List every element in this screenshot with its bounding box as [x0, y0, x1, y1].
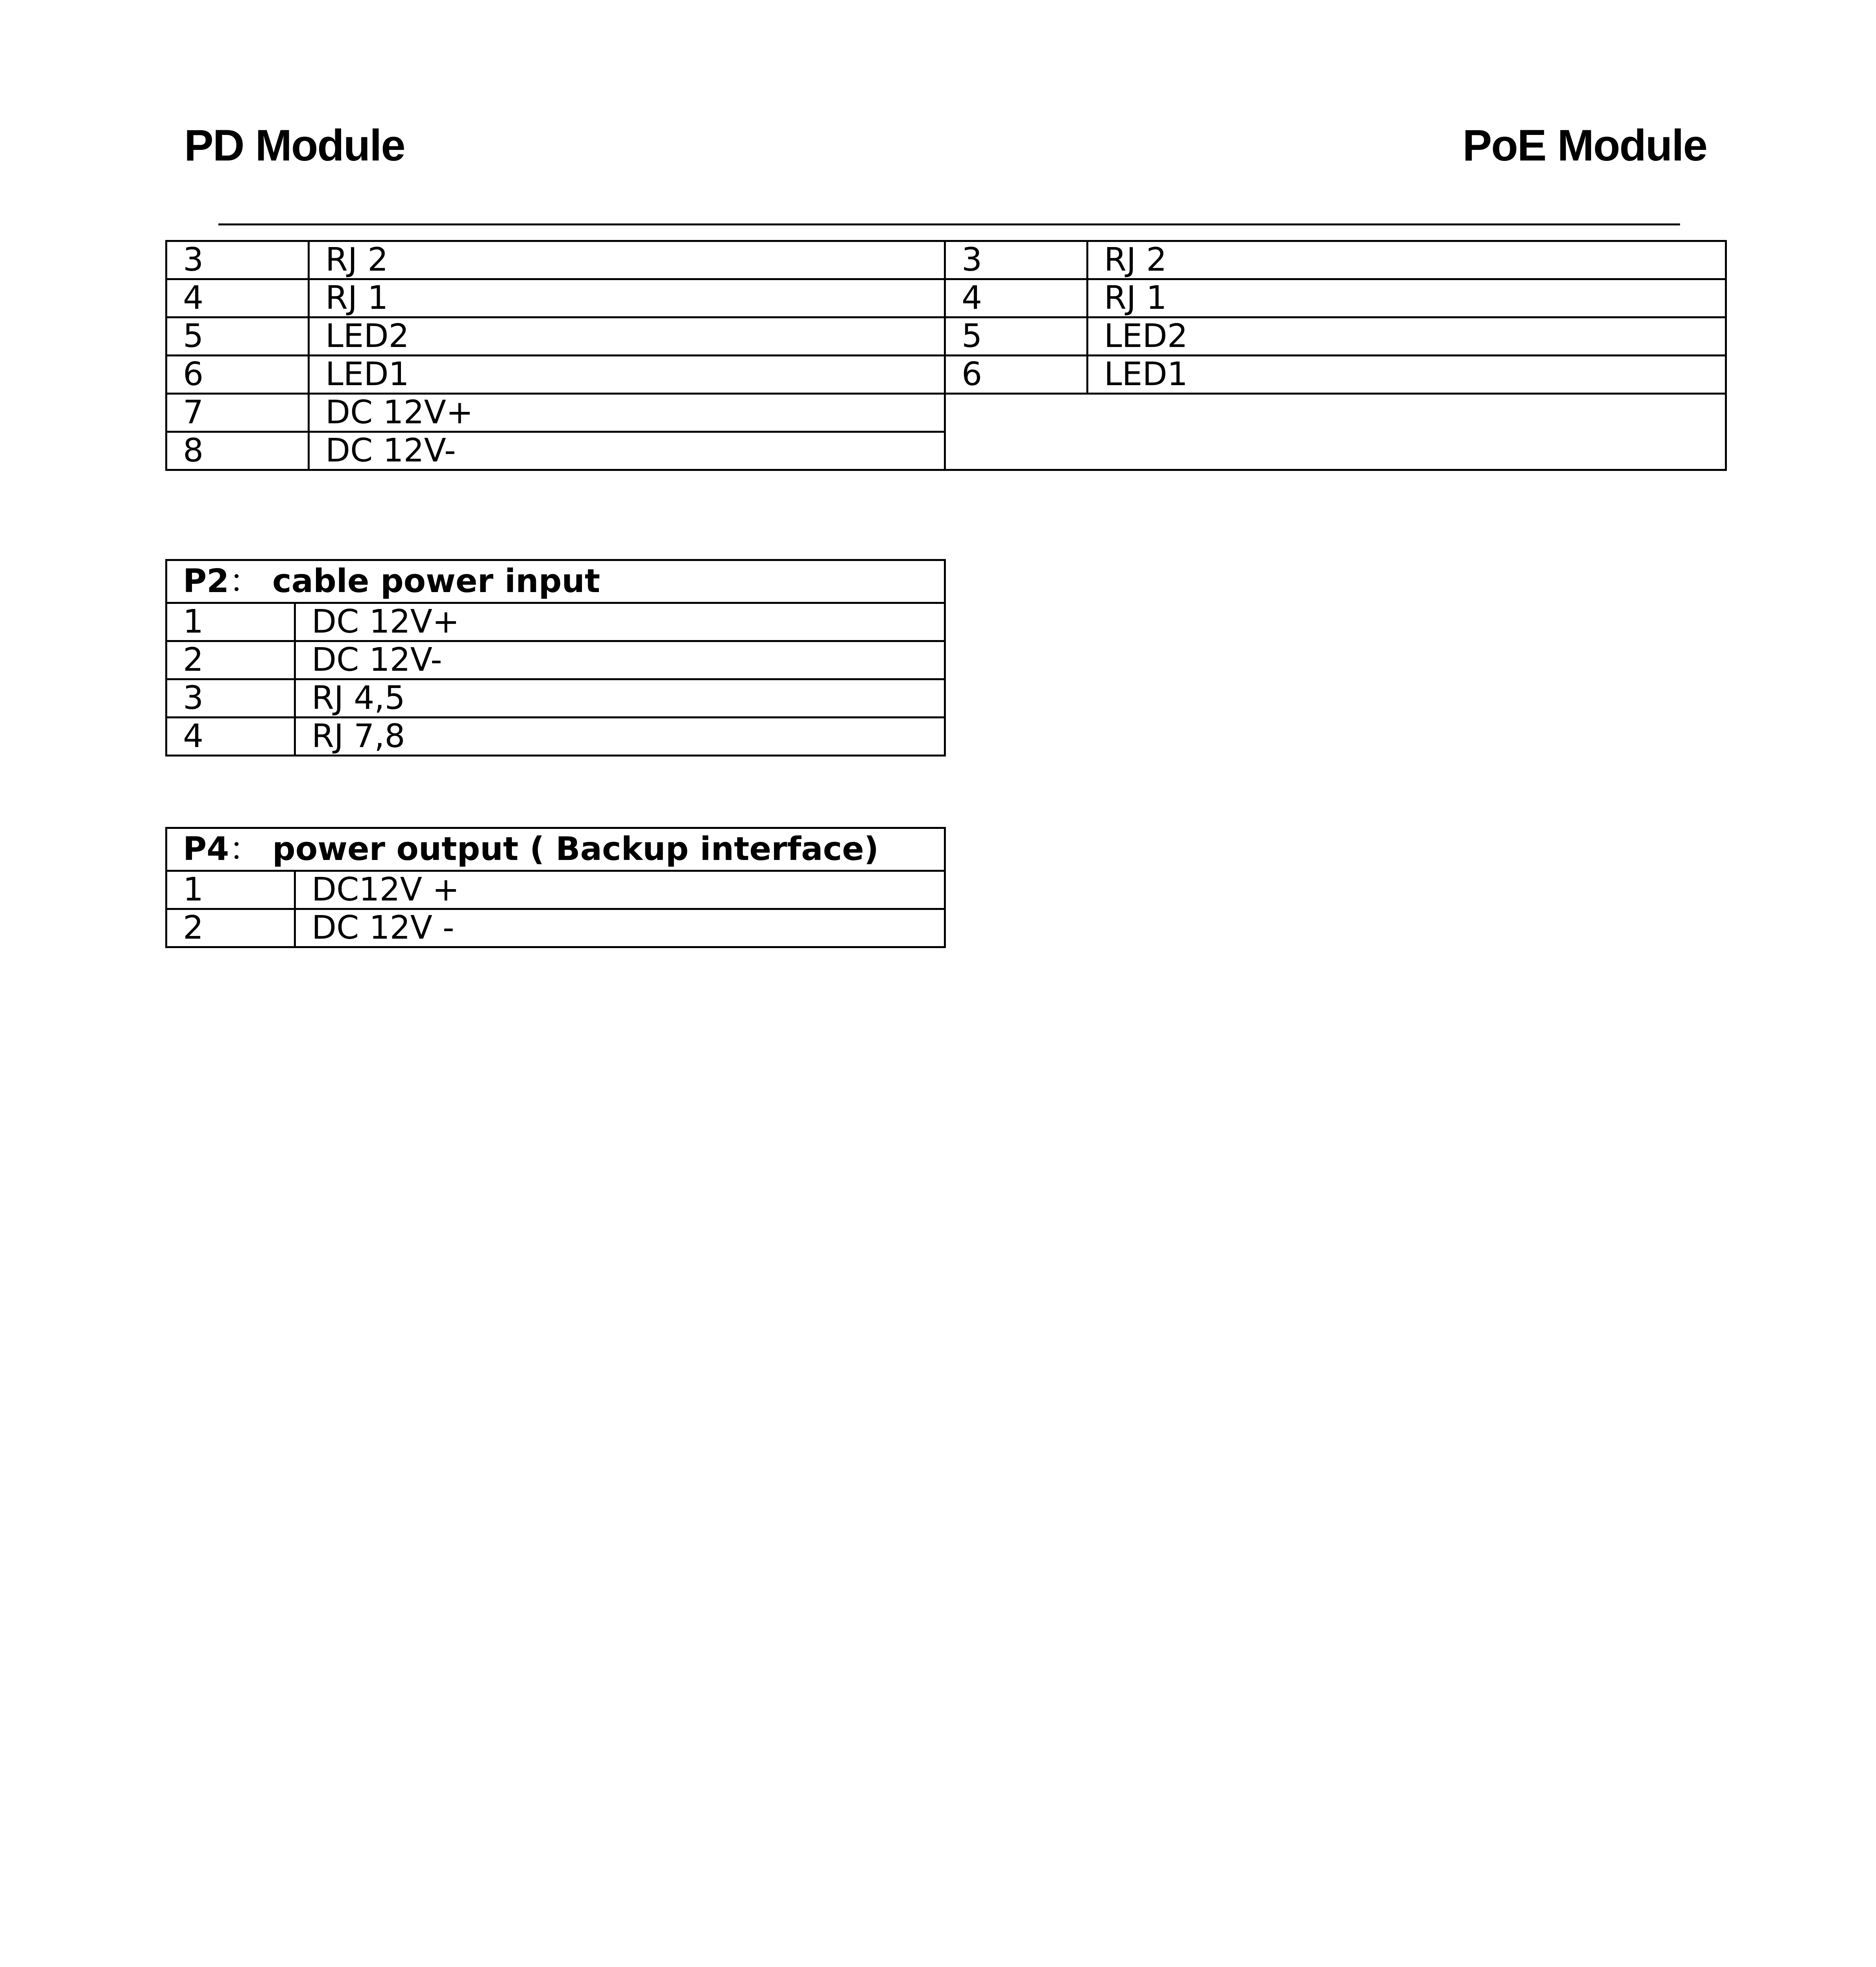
pd-module-heading: PD Module [184, 121, 405, 170]
poe-module-heading: PoE Module [1462, 121, 1707, 170]
p2-connector-table [165, 559, 946, 757]
table-row [166, 317, 1726, 356]
empty-merged-cell [945, 394, 1726, 470]
table-row [166, 356, 1726, 394]
pin-cell: 4 [166, 718, 295, 756]
pd-signal-cell: DC 12V+ [309, 394, 945, 432]
pd-pin-cell: 7 [166, 394, 309, 432]
pin-cell: 1 [166, 603, 295, 641]
table-row [166, 641, 945, 679]
p4-connector-table [165, 827, 946, 948]
pd-signal-cell: RJ 1 [309, 279, 945, 317]
poe-pin-cell: 6 [945, 356, 1088, 394]
poe-signal-cell: LED2 [1088, 317, 1726, 356]
pd-signal-cell: LED2 [309, 317, 945, 356]
signal-cell: DC12V + [295, 871, 945, 909]
pd-signal-cell: RJ 2 [309, 241, 945, 279]
pd-signal-cell: LED1 [309, 356, 945, 394]
pd-pin-cell: 4 [166, 279, 309, 317]
p4-label: P4 [183, 830, 229, 868]
poe-signal-cell: LED1 [1088, 356, 1726, 394]
p4-title: power output ( Backup interface) [272, 830, 879, 868]
title-separator: ： [229, 830, 262, 868]
table-row [166, 679, 945, 718]
table-row [166, 603, 945, 641]
pd-pin-cell: 6 [166, 356, 309, 394]
table-row [166, 909, 945, 947]
pd-pin-cell: 5 [166, 317, 309, 356]
title-separator: ： [229, 563, 262, 600]
table-row [166, 241, 1726, 279]
poe-signal-cell: RJ 1 [1088, 279, 1726, 317]
p4-table-title [166, 828, 945, 871]
poe-pin-cell: 4 [945, 279, 1088, 317]
signal-cell: RJ 7,8 [295, 718, 945, 756]
signal-cell: RJ 4,5 [295, 679, 945, 718]
p2-table-title [166, 560, 945, 603]
poe-pin-cell: 5 [945, 317, 1088, 356]
pd-pin-cell: 8 [166, 432, 309, 470]
table-row [166, 279, 1726, 317]
table-row [166, 394, 1726, 432]
pd-signal-cell: DC 12V- [309, 432, 945, 470]
signal-cell: DC 12V+ [295, 603, 945, 641]
table-title-row [166, 828, 945, 871]
table-row [166, 871, 945, 909]
poe-pin-cell: 3 [945, 241, 1088, 279]
table-row [166, 718, 945, 756]
pin-mapping-table [165, 240, 1727, 471]
pin-cell: 1 [166, 871, 295, 909]
signal-cell: DC 12V- [295, 641, 945, 679]
table-title-row [166, 560, 945, 603]
pin-cell: 3 [166, 679, 295, 718]
pd-pin-cell: 3 [166, 241, 309, 279]
signal-cell: DC 12V - [295, 909, 945, 947]
p2-label: P2 [183, 563, 229, 600]
poe-signal-cell: RJ 2 [1088, 241, 1726, 279]
header-divider [218, 223, 1680, 225]
pin-cell: 2 [166, 641, 295, 679]
pin-cell: 2 [166, 909, 295, 947]
p2-title: cable power input [272, 563, 600, 600]
